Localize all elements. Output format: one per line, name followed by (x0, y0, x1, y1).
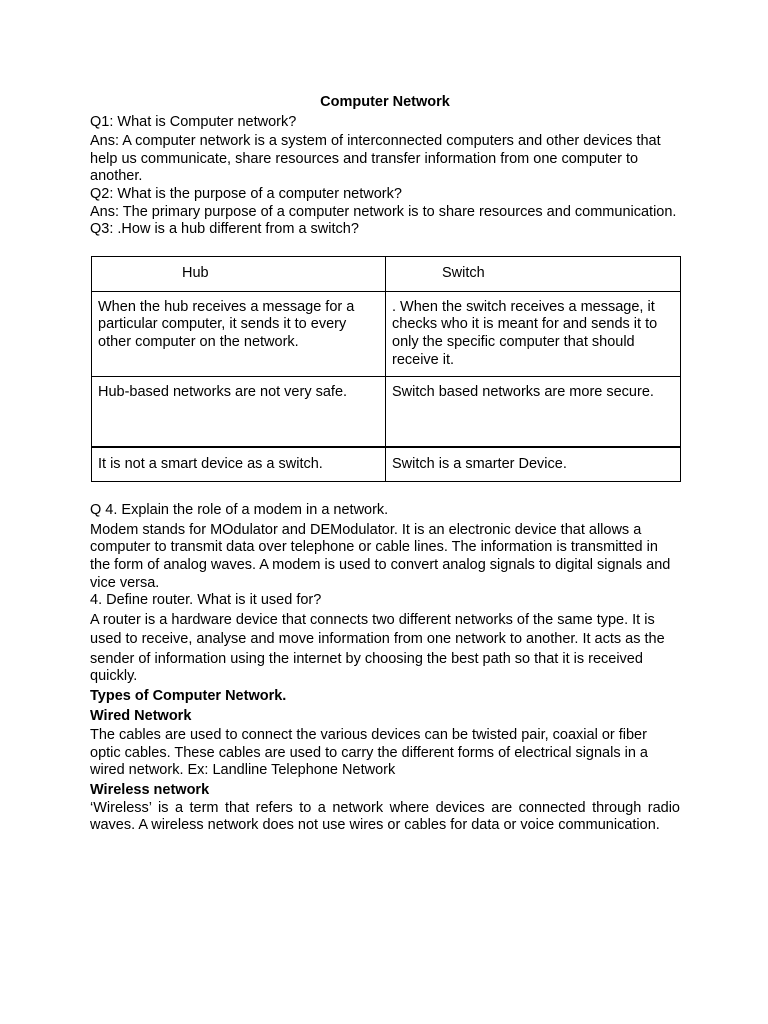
table-row (92, 447, 681, 482)
wired-network-heading: Wired Network (90, 707, 192, 724)
table-cell-switch: Switch based networks are more secure. (386, 377, 681, 448)
q5-answer-line-1: A router is a hardware device that connects two different networks of the same type. It is (90, 611, 655, 628)
q4-answer: Modem stands for MOdulator and DEModulator. It is an electronic device that allows a computer to transmit data over telephone or cable lines. The information is transmitted in the form of analog waves. A modem is used to convert analog signals to digital signals and vice versa. (90, 521, 671, 591)
wireless-network-text: ‘Wireless’ is a term that refers to a network where devices are connected through radio waves. A wireless network does not use wires or cables for data or voice communication. (90, 799, 680, 834)
table-cell-hub: It is not a smart device as a switch. (92, 447, 386, 482)
q2-answer: Ans: The primary purpose of a computer network is to share resources and communication. (90, 203, 677, 220)
q4-question: Q 4. Explain the role of a modem in a network. (90, 502, 389, 519)
types-heading: Types of Computer Network. (90, 688, 287, 705)
q2-question: Q2: What is the purpose of a computer network? (90, 185, 402, 202)
q5-answer-line-3: sender of information using the internet by choosing the best path so that it is received quickly. (90, 650, 643, 685)
document-body (90, 94, 680, 835)
q3-question: Q3: .How is a hub different from a switch? (90, 221, 359, 238)
table-cell-hub: When the hub receives a message for a particular computer, it sends it to every other computer on the network. (92, 291, 386, 376)
page-title: Computer Network (320, 94, 450, 110)
table-cell-hub: Hub-based networks are not very safe. (92, 377, 386, 448)
table-row (92, 291, 681, 376)
q1-question: Q1: What is Computer network? (90, 113, 297, 130)
wireless-network-heading: Wireless network (90, 782, 210, 799)
table-cell-switch: . When the switch receives a message, it checks who it is meant for and sends it to only the specific computer that should receive it. (386, 291, 681, 376)
table-row (92, 377, 681, 448)
q5-answer-line-2: used to receive, analyse and move information from one network to another. It acts as the (90, 631, 665, 648)
table-header-switch: Switch (386, 256, 681, 291)
q1-answer: Ans: A computer network is a system of interconnected computers and other devices that help us communicate, share resources and transfer information from one computer to another. (90, 133, 661, 185)
hub-switch-comparison-table (91, 256, 681, 482)
wired-network-text: The cables are used to connect the various devices can be twisted pair, coaxial or fiber optic cables. These cables are used to carry the different forms of electrical signals in a wired network. Ex: Landline Telephone Network (90, 727, 648, 779)
table-header-row (92, 256, 681, 291)
table-cell-switch: Switch is a smarter Device. (386, 447, 681, 482)
table-header-hub: Hub (92, 256, 386, 291)
q5-question: 4. Define router. What is it used for? (90, 592, 322, 609)
